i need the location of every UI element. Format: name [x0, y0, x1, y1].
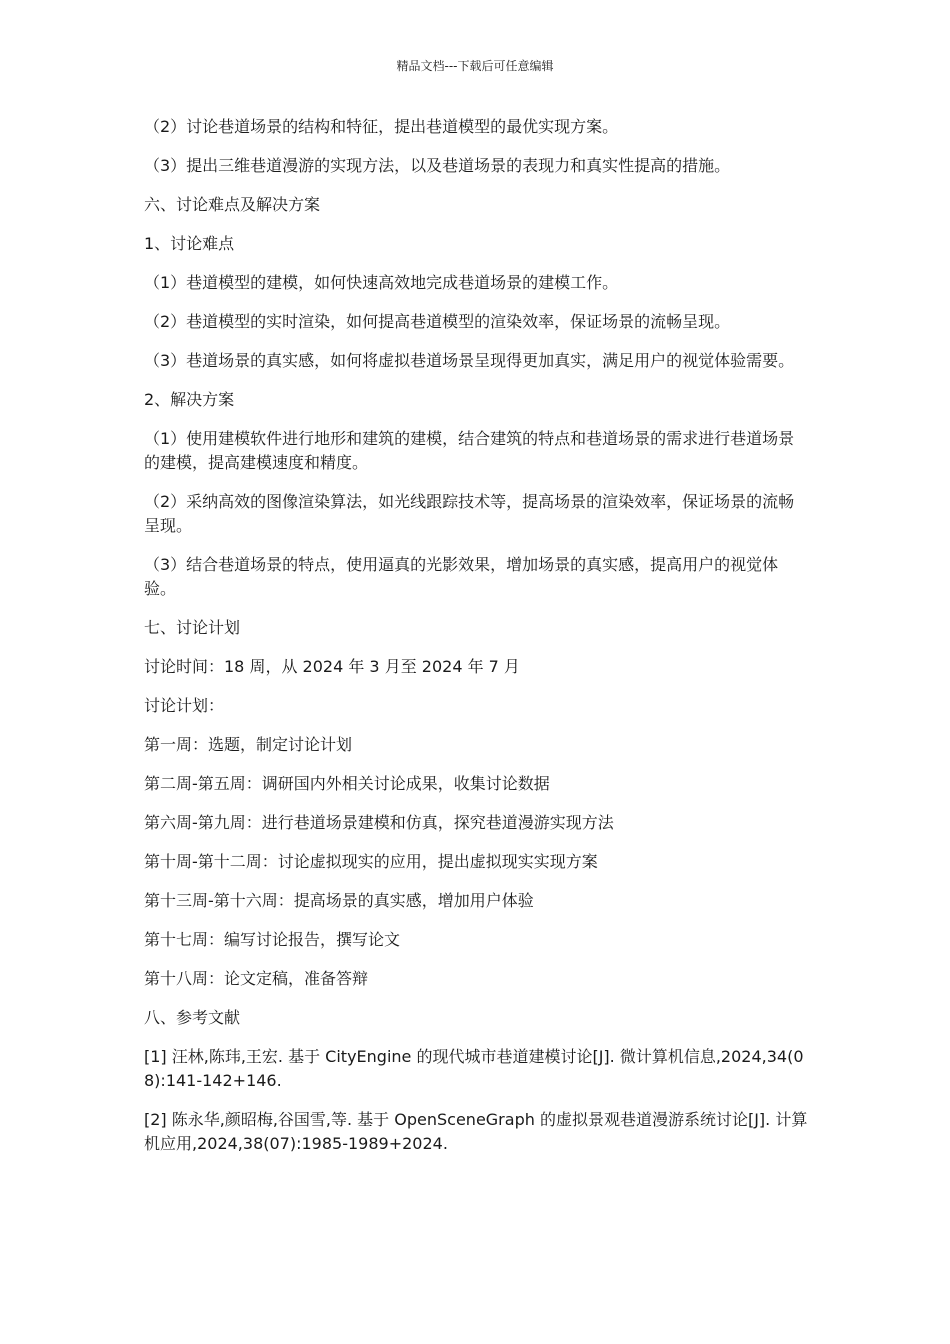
schedule-item-week-6-9: 第六周-第九周：进行巷道场景建模和仿真，探究巷道漫游实现方法 [144, 813, 614, 832]
schedule-item-week-18: 第十八周：论文定稿，准备答辩 [144, 969, 369, 988]
page-header: 精品文档---下载后可任意编辑 [396, 59, 554, 73]
reference-item-1: [1] 汪林,陈玮,王宏. 基于 CityEngine 的现代城市巷道建模讨论[J]. 微计算机信息,2024,34(08):141-142+146. [144, 1047, 804, 1090]
paragraph-difficulty-1: （1）巷道模型的建模，如何快速高效地完成巷道场景的建模工作。 [144, 273, 619, 292]
section-heading-difficulties: 六、讨论难点及解决方案 [144, 195, 321, 214]
paragraph-plan-label: 讨论计划： [144, 696, 225, 715]
subheading-solutions: 2、解决方案 [144, 390, 235, 409]
schedule-item-week-13-16: 第十三周-第十六周：提高场景的真实感，增加用户体验 [144, 891, 534, 910]
paragraph-solution-3: （3）结合巷道场景的特点，使用逼真的光影效果，增加场景的真实感，提高用户的视觉体验。 [144, 555, 779, 598]
schedule-item-week-2-5: 第二周-第五周：调研国内外相关讨论成果，收集讨论数据 [144, 774, 550, 793]
section-heading-references: 八、参考文献 [144, 1008, 241, 1027]
paragraph-study-2: （2）讨论巷道场景的结构和特征，提出巷道模型的最优实现方案。 [144, 117, 619, 136]
paragraph-difficulty-2: （2）巷道模型的实时渲染，如何提高巷道模型的渲染效率，保证场景的流畅呈现。 [144, 312, 731, 331]
schedule-item-week-17: 第十七周：编写讨论报告，撰写论文 [144, 930, 401, 949]
paragraph-study-3: （3）提出三维巷道漫游的实现方法，以及巷道场景的表现力和真实性提高的措施。 [144, 156, 731, 175]
paragraph-solution-2: （2）采纳高效的图像渲染算法，如光线跟踪技术等，提高场景的渲染效率，保证场景的流畅呈现。 [144, 492, 795, 535]
paragraph-difficulty-3: （3）巷道场景的真实感，如何将虚拟巷道场景呈现得更加真实，满足用户的视觉体验需要。 [144, 351, 795, 370]
document-body [144, 115, 808, 1171]
paragraph-plan-duration: 讨论时间：18 周，从 2024 年 3 月至 2024 年 7 月 [144, 657, 520, 676]
subheading-difficulties: 1、讨论难点 [144, 234, 235, 253]
section-heading-plan: 七、讨论计划 [144, 618, 241, 637]
schedule-item-week-10-12: 第十周-第十二周：讨论虚拟现实的应用，提出虚拟现实实现方案 [144, 852, 598, 871]
paragraph-solution-1: （1）使用建模软件进行地形和建筑的建模，结合建筑的特点和巷道场景的需求进行巷道场景的建模，提高建模速度和精度。 [144, 429, 795, 472]
reference-item-2: [2] 陈永华,颜昭梅,谷国雪,等. 基于 OpenSceneGraph 的虚拟景观巷道漫游系统讨论[J]. 计算机应用,2024,38(07):1985-1989+2024. [144, 1110, 808, 1153]
schedule-item-week-1: 第一周：选题，制定讨论计划 [144, 735, 353, 754]
